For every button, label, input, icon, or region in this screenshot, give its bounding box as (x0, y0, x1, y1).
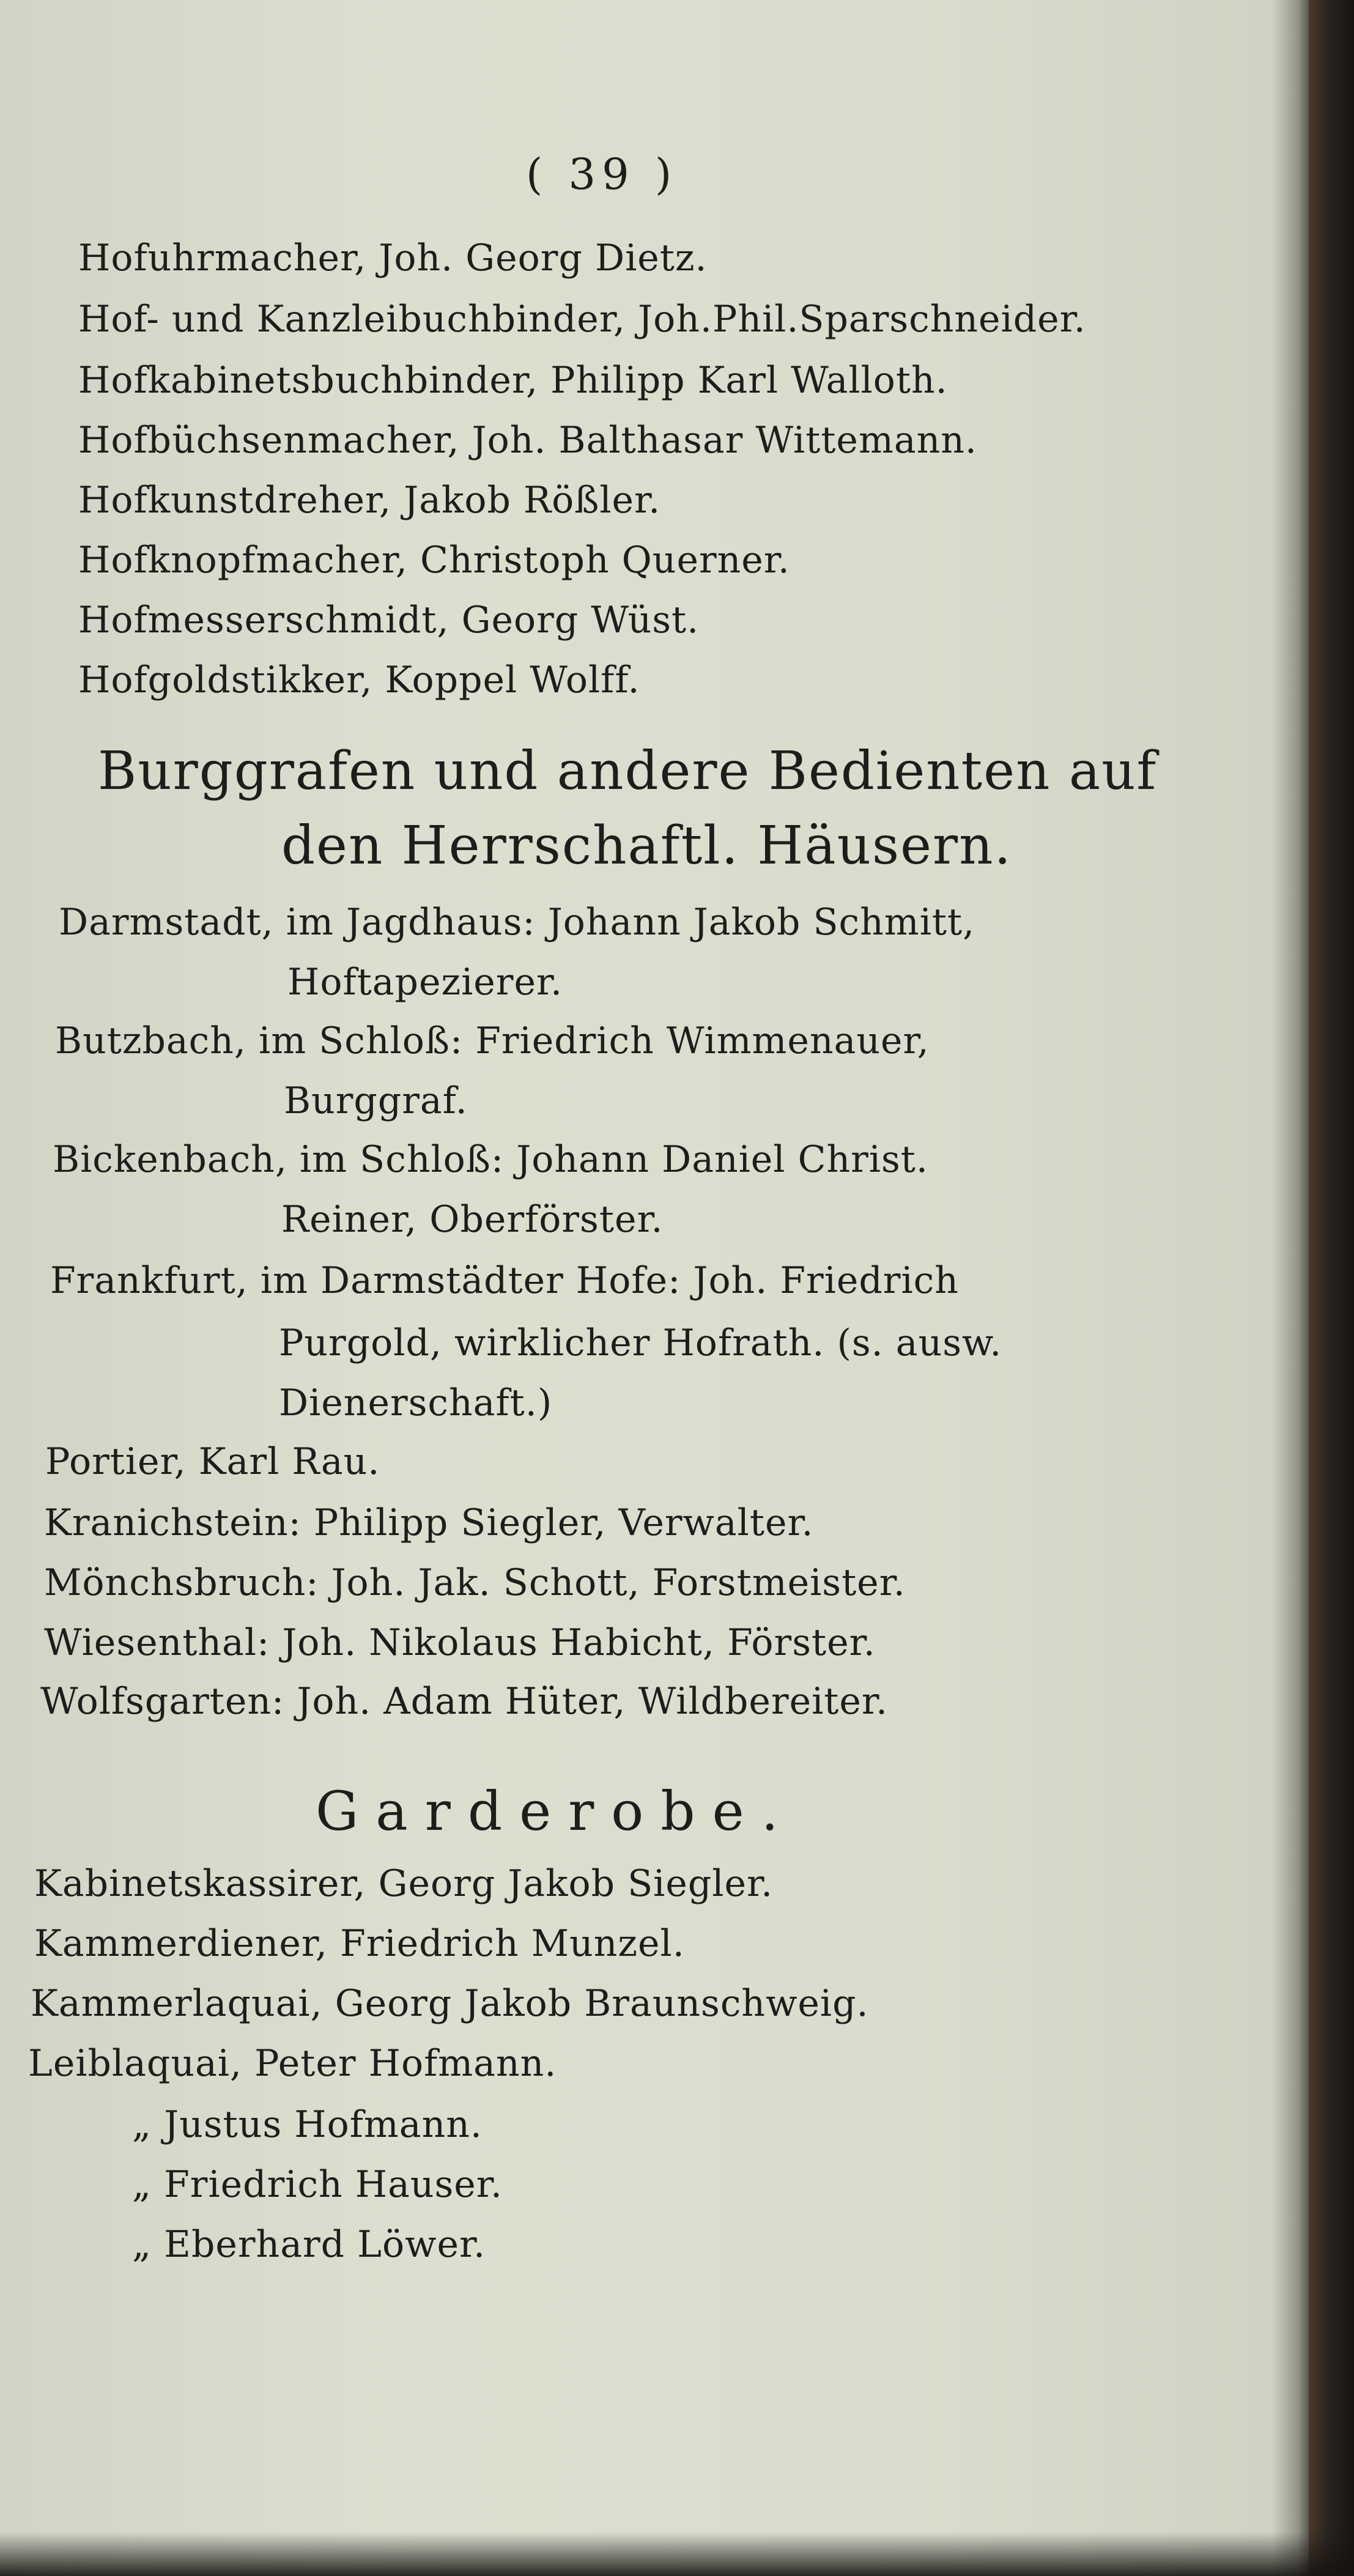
text-line: Hofkunstdreher, Jakob Rößler. (78, 479, 661, 522)
text-line: Darmstadt, im Jagdhaus: Johann Jakob Schmitt, (59, 901, 975, 944)
bottom-shadow (0, 2532, 1354, 2576)
text-line: Hofmesserschmidt, Georg Wüst. (78, 599, 700, 642)
text-line: Butzbach, im Schloß: Friedrich Wimmenauer, (55, 1020, 930, 1062)
text-line: Portier, Karl Rau. (45, 1440, 380, 1483)
text-line: Hoftapezierer. (287, 961, 563, 1004)
text-line: Dienerschaft.) (279, 1382, 553, 1424)
section-heading: Burggrafen und andere Bedienten auf (98, 741, 1158, 802)
section-heading: Garderobe. (316, 1780, 796, 1843)
text-line: Burggraf. (284, 1079, 468, 1122)
text-line: Purgold, wirklicher Hofrath. (s. ausw. (279, 1322, 1002, 1364)
text-line: Leiblaquai, Peter Hofmann. (28, 2042, 557, 2085)
text-line: Wiesenthal: Joh. Nikolaus Habicht, Förster. (44, 1621, 876, 1664)
text-line: „ Justus Hofmann. (132, 2103, 483, 2146)
text-line: Hof- und Kanzleibuchbinder, Joh.Phil.Sparschneider. (78, 298, 1086, 341)
text-line: Kranichstein: Philipp Siegler, Verwalter. (44, 1501, 814, 1544)
text-line: Frankfurt, im Darmstädter Hofe: Joh. Friedrich (50, 1259, 959, 1302)
text-line: Hofknopfmacher, Christoph Querner. (78, 539, 790, 582)
text-line: Kammerdiener, Friedrich Munzel. (34, 1922, 685, 1965)
text-line: Reiner, Oberförster. (281, 1198, 664, 1241)
text-line: Bickenbach, im Schloß: Johann Daniel Christ. (53, 1138, 928, 1181)
text-line: Mönchsbruch: Joh. Jak. Schott, Forstmeister. (44, 1561, 906, 1604)
section-heading: den Herrschaftl. Häusern. (281, 815, 1012, 876)
text-line: Hofgoldstikker, Koppel Wolff. (78, 659, 640, 701)
text-line: Wolfsgarten: Joh. Adam Hüter, Wildbereiter. (40, 1680, 889, 1723)
text-line: Kabinetskassirer, Georg Jakob Siegler. (34, 1862, 774, 1905)
text-line: Kammerlaquai, Georg Jakob Braunschweig. (31, 1982, 869, 2025)
text-line: „ Friedrich Hauser. (132, 2163, 503, 2206)
text-line: Hofuhrmacher, Joh. Georg Dietz. (78, 237, 708, 279)
page-number: ( 39 ) (526, 149, 678, 199)
book-cover-edge (1309, 0, 1354, 2576)
text-line: „ Eberhard Löwer. (132, 2223, 486, 2266)
text-line: Hofbüchsenmacher, Joh. Balthasar Wittemann. (78, 419, 977, 462)
text-line: Hofkabinetsbuchbinder, Philipp Karl Walloth. (78, 359, 948, 402)
